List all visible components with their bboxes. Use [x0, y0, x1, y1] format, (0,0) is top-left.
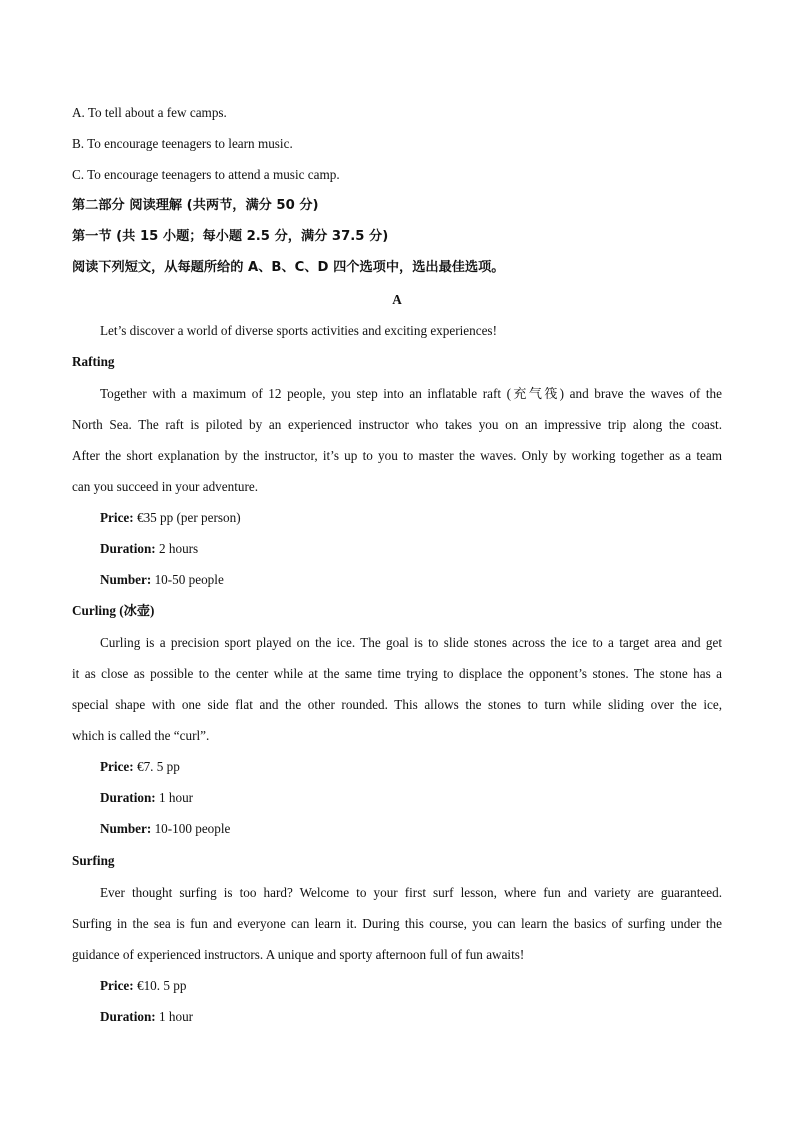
curling-number-value: 10-100 people — [151, 821, 231, 836]
curling-duration — [100, 788, 722, 808]
passage-intro: Let’s discover a world of diverse sports activities and exciting experiences! — [100, 323, 497, 338]
instruction: 阅读下列短文，从每题所给的 A、B、C、D 四个选项中，选出最佳选项。 — [72, 260, 505, 275]
rafting-duration-label: Duration: — [100, 541, 156, 556]
curling-duration-label: Duration: — [100, 790, 156, 805]
rafting-price-label: Price: — [100, 510, 134, 525]
curling-price-value: €7. 5 pp — [133, 759, 180, 774]
curling-number — [100, 819, 722, 839]
rafting-price-value: €35 pp (per person) — [133, 510, 241, 525]
part-header: 第二部分 阅读理解 (共两节，满分 50 分) — [72, 198, 319, 213]
curling-line-1: Curling is a precision sport played on the ice. The goal is to slide stones across the ice to a target area and get — [100, 635, 722, 650]
surfing-line-2: Surfing in the sea is fun and everyone can learn it. During this course, you can learn the basics of surfing under the — [72, 916, 722, 931]
surfing-duration — [100, 1007, 722, 1027]
curling-duration-value: 1 hour — [155, 790, 194, 805]
section-header: 第一节 (共 15 小题；每小题 2.5 分，满分 37.5 分) — [72, 229, 389, 244]
option-a: A. To tell about a few camps. — [72, 105, 227, 120]
option-c: C. To encourage teenagers to attend a music camp. — [72, 167, 340, 182]
rafting-line-1: Together with a maximum of 12 people, you step into an inflatable raft (充气筏) and brave the waves of the — [100, 386, 722, 401]
surfing-line-3: guidance of experienced instructors. A unique and sporty afternoon full of fun awaits! — [72, 947, 525, 962]
curling-line-3: special shape with one side flat and the other rounded. This allows the stones to turn while sliding over the ice, — [72, 697, 722, 712]
curling-line-2: it as close as possible to the center while at the same time trying to displace the opponent’s stones. The stone has a — [72, 666, 722, 681]
rafting-line-2: North Sea. The raft is piloted by an experienced instructor who takes you on an impressive trip along the coast. — [72, 417, 722, 432]
curling-title: Curling (冰壶) — [72, 603, 155, 618]
curling-number-label: Number: — [100, 821, 152, 836]
curling-price-label: Price: — [100, 759, 134, 774]
surfing-price-label: Price: — [100, 978, 134, 993]
curling-line-4: which is called the “curl”. — [72, 728, 210, 743]
rafting-title: Rafting — [72, 354, 115, 369]
rafting-line-4: can you succeed in your adventure. — [72, 479, 259, 494]
rafting-price — [100, 508, 722, 528]
surfing-duration-value: 1 hour — [155, 1009, 194, 1024]
surfing-price-value: €10. 5 pp — [133, 978, 187, 993]
rafting-number-value: 10-50 people — [151, 572, 224, 587]
surfing-duration-label: Duration: — [100, 1009, 156, 1024]
rafting-number — [100, 570, 722, 590]
rafting-number-label: Number: — [100, 572, 152, 587]
rafting-duration — [100, 539, 722, 559]
curling-price — [100, 757, 722, 777]
rafting-duration-value: 2 hours — [155, 541, 199, 556]
option-b: B. To encourage teenagers to learn music. — [72, 136, 293, 151]
rafting-line-3: After the short explanation by the instructor, it’s up to you to master the waves. Only by working together as a team — [72, 448, 722, 463]
surfing-line-1: Ever thought surfing is too hard? Welcome to your first surf lesson, where fun and variety are guaranteed. — [100, 885, 722, 900]
surfing-title: Surfing — [72, 853, 115, 868]
surfing-price — [100, 976, 722, 996]
passage-letter: A — [392, 292, 402, 307]
